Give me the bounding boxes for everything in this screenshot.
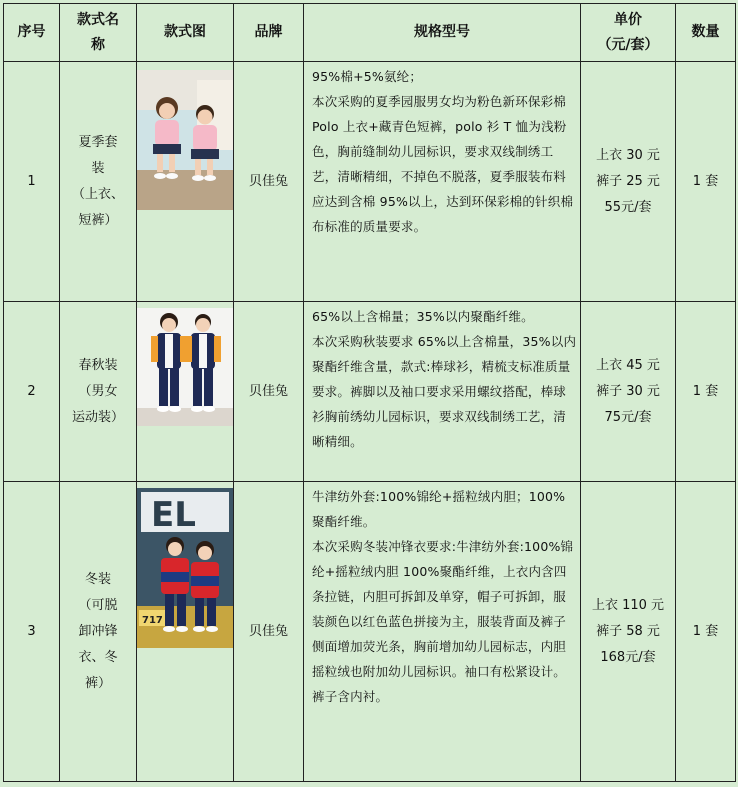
- row-no: 2: [4, 302, 60, 482]
- row-price: [581, 62, 676, 302]
- header-price: [581, 4, 676, 62]
- price-set: 55元/套: [604, 199, 652, 215]
- price-set: 168元/套: [600, 649, 656, 665]
- header-price-line1: 单价: [614, 11, 642, 28]
- row-style-name: [60, 62, 137, 302]
- row-brand: 贝佳兔: [234, 62, 304, 302]
- name-line: （男女: [78, 383, 118, 399]
- row-spec: [304, 62, 581, 302]
- row-qty: 1 套: [676, 302, 736, 482]
- spring-autumn-uniform-photo: [137, 308, 233, 426]
- photo-number: 717: [142, 615, 163, 626]
- row-spec: [304, 302, 581, 482]
- name-line: 卸冲锋: [78, 623, 118, 639]
- winter-uniform-photo: [137, 488, 233, 648]
- row-brand: 贝佳兔: [234, 482, 304, 782]
- header-no: 序号: [4, 4, 60, 62]
- name-line: 冬装: [84, 571, 111, 587]
- header-image: 款式图: [137, 4, 234, 62]
- table-row: [4, 302, 736, 482]
- row-brand: 贝佳兔: [234, 302, 304, 482]
- header-qty: 数量: [676, 4, 736, 62]
- price-pants: 裤子 25 元: [596, 173, 660, 189]
- summer-uniform-photo: [137, 70, 233, 210]
- header-spec: 规格型号: [304, 4, 581, 62]
- row-no: 1: [4, 62, 60, 302]
- spec-paragraph: 本次采购冬装冲锋衣要求:牛津纺外套:100%锦纶+摇粒绒内胆 100%聚酯纤维，上衣内含四条拉链，内胆可拆卸及单穿，帽子可拆卸，服装颜色以红色蓝色拼接为主，服装背面及裤子侧面增加荧光条，胸前增加幼儿园标志，内胆摇粒绒也附加幼儿园标识。袖口有松紧设计。裤子含内衬。: [312, 539, 574, 704]
- spec-line: 65%以上含棉量；35%以内聚酯纤维。: [312, 309, 534, 324]
- header-name: [60, 4, 137, 62]
- row-image-cell: [137, 62, 234, 302]
- row-spec: [304, 482, 581, 782]
- name-line: 运动装）: [71, 409, 124, 425]
- spec-line: 95%棉+5%氨纶；: [312, 69, 423, 84]
- table-row: [4, 482, 736, 782]
- price-top: 上衣 30 元: [596, 147, 660, 163]
- row-image-cell: [137, 482, 234, 782]
- name-line: 短裤）: [78, 212, 118, 228]
- price-pants: 裤子 30 元: [596, 383, 660, 399]
- name-line: 衣、冬: [78, 649, 118, 665]
- row-qty: 1 套: [676, 482, 736, 782]
- header-price-line2: （元/套）: [597, 36, 659, 53]
- header-name-line2: 称: [91, 36, 105, 53]
- name-line: 春秋装: [78, 357, 118, 373]
- header-brand: 品牌: [234, 4, 304, 62]
- row-style-name: [60, 482, 137, 782]
- name-line: 裤）: [84, 675, 111, 691]
- row-qty: 1 套: [676, 62, 736, 302]
- name-line: 装: [91, 160, 105, 176]
- name-line: （上衣、: [71, 186, 124, 202]
- row-image-cell: [137, 302, 234, 482]
- price-top: 上衣 110 元: [591, 597, 665, 613]
- background-sign-letters: EL: [151, 495, 196, 535]
- row-no: 3: [4, 482, 60, 782]
- price-pants: 裤子 58 元: [596, 623, 660, 639]
- table-row: [4, 62, 736, 302]
- spec-paragraph: 本次采购秋装要求 65%以上含棉量，35%以内聚酯纤维含量，款式:棒球衫，精梳支标准质量要求。裤脚以及袖口要求采用螺纹搭配，棒球衫胸前绣幼儿园标识，要求双线制绣工艺，清晰精细。: [312, 334, 577, 449]
- name-line: 夏季套: [78, 134, 118, 150]
- price-set: 75元/套: [604, 409, 652, 425]
- uniform-spec-table: [3, 3, 736, 782]
- price-top: 上衣 45 元: [596, 357, 660, 373]
- row-price: [581, 482, 676, 782]
- row-style-name: [60, 302, 137, 482]
- header-row: [4, 4, 736, 62]
- header-name-line1: 款式名: [77, 11, 119, 28]
- row-price: [581, 302, 676, 482]
- name-line: （可脱: [78, 597, 118, 613]
- spec-line: 牛津纺外套:100%锦纶+摇粒绒内胆；100%聚酯纤维。: [312, 489, 566, 529]
- spec-paragraph: 本次采购的夏季园服男女均为粉色新环保彩棉 Polo 上衣+藏青色短裤，polo 衫 T 恤为浅粉色，胸前缝制幼儿园标识，要求双线制绣工艺，清晰精细，不掉色不脱落，夏季服装布料应达到含棉 95%以上，达到环保彩棉的针织棉布标准的质量要求。: [312, 94, 574, 234]
